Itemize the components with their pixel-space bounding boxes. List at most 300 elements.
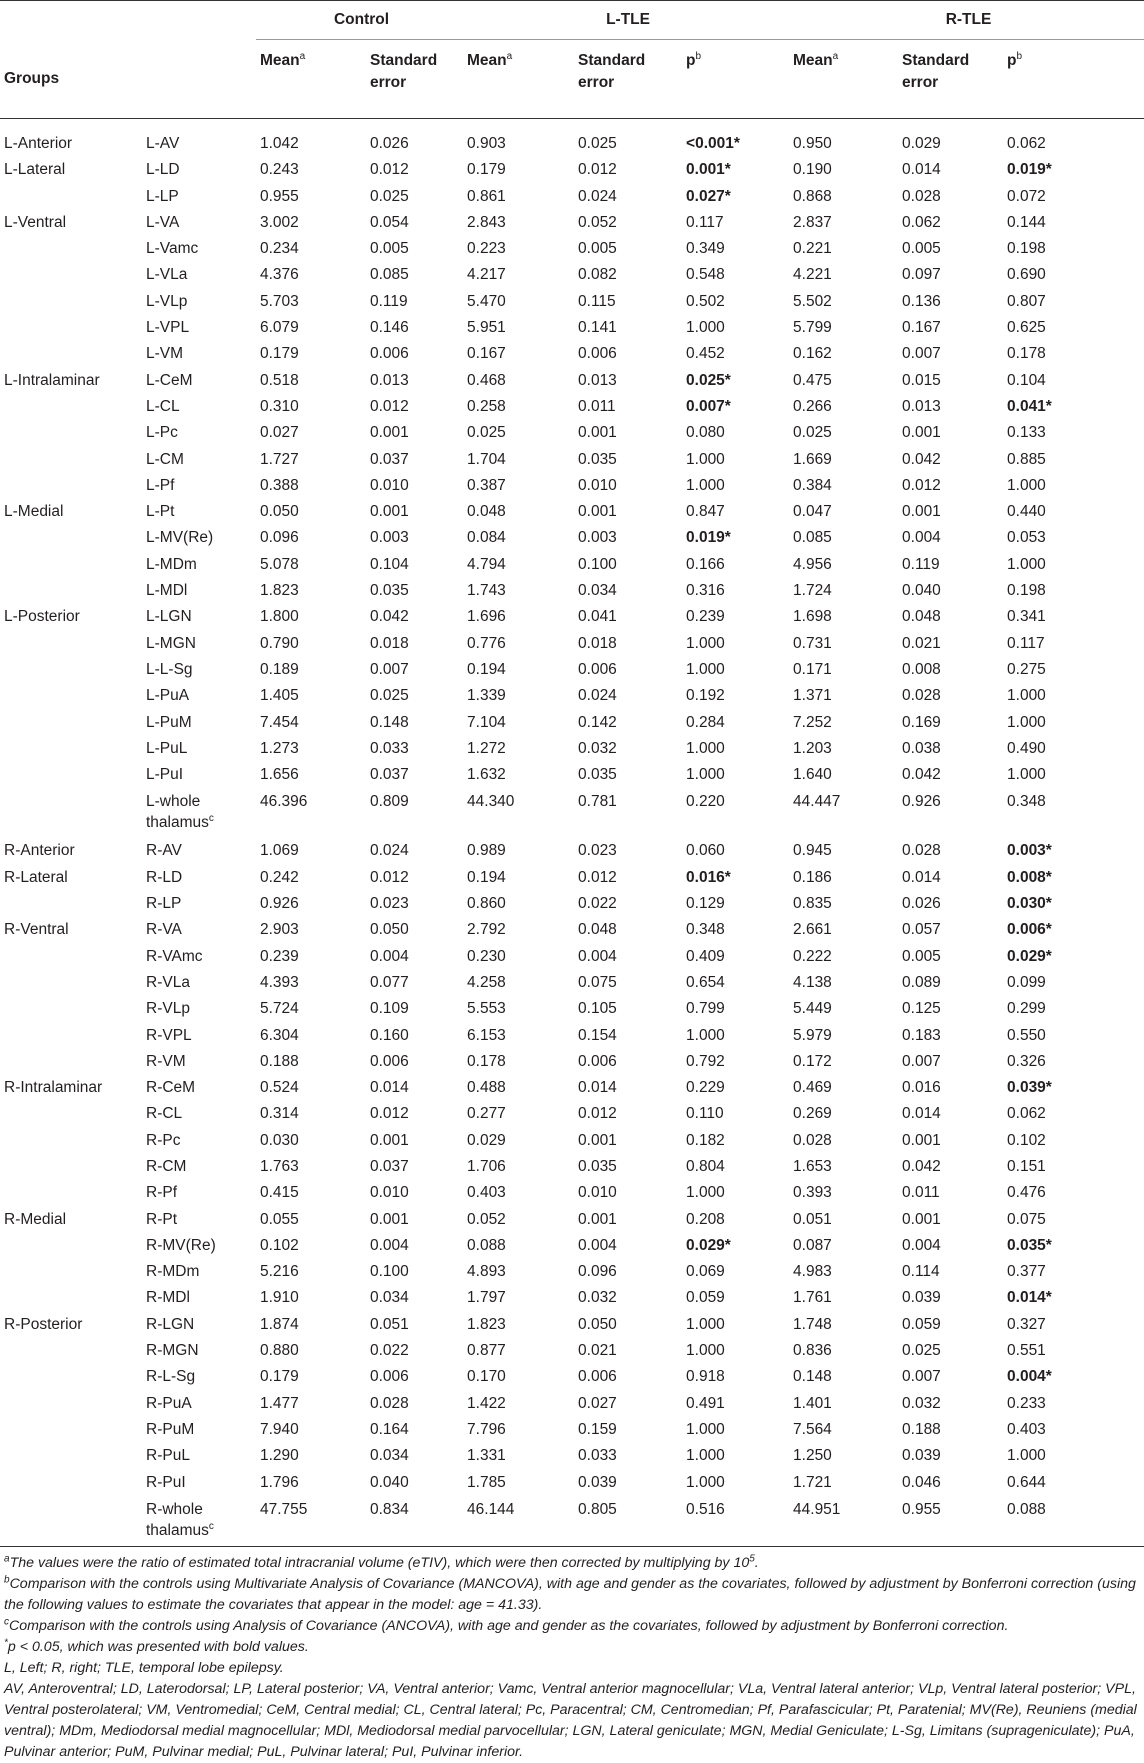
control-mean-cell: 1.273 [260,739,299,757]
table-body [0,119,1144,1547]
ltle-se-cell: 0.115 [578,292,616,310]
rtle-p-cell: 0.004* [1007,1368,1052,1386]
control-mean-cell: 0.189 [260,660,299,678]
rtle-se-cell: 0.125 [902,1000,941,1018]
control-mean-cell: 2.903 [260,921,299,939]
control-se-cell: 0.001 [370,503,409,521]
ltle-mean-cell: 4.794 [467,555,506,573]
group-cell [0,1364,142,1390]
group-cell [0,1233,142,1259]
control-se-cell: 0.003 [370,529,409,547]
rtle-se-cell: 0.014 [902,868,941,886]
table-row [0,262,1144,288]
header-control-mean: Mean$^a$ [256,40,366,119]
rtle-p-cell: 0.476 [1007,1184,1046,1202]
rtle-mean-cell: 0.087 [793,1236,832,1254]
ltle-p-cell: 0.080 [686,424,725,442]
rtle-se-cell: 0.025 [902,1342,941,1360]
subregion-cell: L-LP [146,187,179,205]
ltle-mean-cell: 0.179 [467,161,506,179]
control-mean-cell: 1.727 [260,450,299,468]
control-se-cell: 0.006 [370,1052,409,1070]
rtle-p-cell: 1.000 [1007,1447,1046,1465]
ltle-p-cell: 0.025* [686,371,731,389]
ltle-p-cell: 0.654 [686,973,725,991]
ltle-mean-cell: 0.025 [467,424,506,442]
ltle-mean-cell: 4.217 [467,266,506,284]
subregion-cell: L-PuL [146,739,188,757]
group-cell: R-Medial [4,1210,67,1228]
control-mean-cell: 4.376 [260,266,299,284]
rtle-se-cell: 0.059 [902,1315,941,1333]
ltle-p-cell: 1.000 [686,634,725,652]
ltle-mean-cell: 0.277 [467,1105,506,1123]
ltle-p-cell: 1.000 [686,1026,725,1044]
control-mean-cell: 47.755 [256,1496,366,1547]
rtle-p-cell: 0.133 [1007,424,1046,442]
rtle-se-cell: 0.114 [902,1263,940,1281]
control-se-cell: 0.037 [370,766,409,784]
control-mean-cell: 7.940 [260,1420,299,1438]
control-se-cell: 0.037 [370,1157,409,1175]
ltle-p-cell: <0.001* [686,135,740,152]
control-mean-cell: 0.388 [260,476,299,494]
subregion-cell: R-CM [146,1157,187,1175]
header-rtle-mean: Mean$^a$ [789,40,898,119]
ltle-p-cell: 0.229 [686,1079,725,1097]
rtle-mean-cell: 44.951 [789,1496,898,1547]
rtle-p-cell: 0.625 [1007,319,1046,337]
control-mean-cell: 0.310 [260,397,299,415]
ltle-se-cell: 0.003 [578,529,617,547]
ltle-mean-cell: 0.989 [467,842,506,860]
ltle-mean-cell: 2.792 [467,921,506,939]
ltle-se-cell: 0.012 [578,161,617,179]
rtle-se-cell: 0.926 [902,793,941,811]
control-mean-cell: 1.763 [260,1157,299,1175]
rtle-se-cell: 0.001 [902,1210,941,1228]
control-se-cell: 0.012 [370,1105,409,1123]
rtle-mean-cell: 5.502 [793,292,832,310]
control-mean-cell: 4.393 [260,973,299,991]
group-cell [0,683,142,709]
control-se-cell: 0.012 [370,161,409,179]
header-row-columns [0,40,1144,119]
control-se-cell: 0.012 [370,397,409,415]
table-row [0,996,1144,1022]
ltle-mean-cell: 0.194 [467,868,506,886]
subregion-cell: L-LGN [146,608,192,626]
subregion-cell: R-Pf [146,1184,177,1202]
ltle-p-cell: 0.019* [686,529,731,547]
rtle-se-cell: 0.004 [902,529,941,547]
table-row [0,1312,1144,1338]
subregion-cell: L-LD [146,161,180,179]
header-ltle-mean: Mean$^a$ [463,40,574,119]
table-row [0,236,1144,262]
rtle-mean-cell: 0.162 [793,345,832,363]
control-se-cell: 0.035 [370,582,409,600]
control-se-cell: 0.025 [370,187,409,205]
rtle-mean-cell: 5.449 [793,1000,832,1018]
control-se-cell: 0.004 [370,947,409,965]
footnote-c: $^c$Comparison with the controls using Analysis of Covariance (ANCOVA), with age and gender as the covariates, followed by adjustment by Bonferroni correction. [4,1616,1009,1634]
control-mean-cell: 0.926 [260,895,299,913]
group-cell: R-Ventral [4,921,69,939]
ltle-se-cell: 0.035 [578,766,617,784]
rtle-se-cell: 0.028 [902,842,941,860]
control-mean-cell: 0.102 [260,1236,299,1254]
control-se-cell: 0.042 [370,608,409,626]
ltle-mean-cell: 4.258 [467,973,506,991]
rtle-se-cell: 0.089 [902,973,941,991]
header-ltle-p: $p^b$ [682,40,789,119]
rtle-p-cell: 0.072 [1007,187,1046,205]
control-mean-cell: 0.055 [260,1210,299,1228]
ltle-se-cell: 0.012 [578,1105,617,1123]
rtle-p-cell: 0.104 [1007,371,1046,389]
footnote-a: $^a$The values were the ratio of estimated total intracranial volume (eTIV), which were then corrected by multiplying by $10^5$. [4,1553,759,1571]
control-se-cell: 0.026 [370,135,409,152]
control-mean-cell: 0.179 [260,1368,299,1386]
rtle-mean-cell: 0.221 [793,240,832,258]
rtle-mean-cell: 1.748 [793,1315,832,1333]
control-se-cell: 0.006 [370,1368,409,1386]
ltle-p-cell: 0.059 [686,1289,725,1307]
control-se-cell: 0.119 [370,292,408,310]
rtle-p-cell: 0.326 [1007,1052,1046,1070]
ltle-mean-cell: 1.823 [467,1315,506,1333]
control-mean-cell: 1.656 [260,766,299,784]
group-cell: L-Ventral [4,213,67,231]
rtle-se-cell: 0.183 [902,1026,941,1044]
ltle-se-cell: 0.048 [578,921,617,939]
control-mean-cell: 0.050 [260,503,299,521]
rtle-se-cell: 0.167 [902,319,941,337]
ltle-se-cell: 0.142 [578,713,617,731]
rtle-se-cell: 0.005 [902,240,941,258]
group-cell [0,1128,142,1154]
control-mean-cell: 0.790 [260,634,299,652]
rtle-p-cell: 0.233 [1007,1394,1046,1412]
subregion-cell: R-Pt [146,1210,177,1228]
header-row-groups [0,1,1144,40]
rtle-p-cell: 0.198 [1007,240,1046,258]
table-row [0,447,1144,473]
subregion-cell: R-PuM [146,1420,195,1438]
control-se-cell: 0.023 [370,895,409,913]
subregion-cell: R-MV(Re) [146,1236,216,1254]
rtle-mean-cell: 0.171 [793,660,832,678]
rtle-se-cell: 0.026 [902,895,941,913]
ltle-mean-cell: 0.877 [467,1342,506,1360]
ltle-mean-cell: 0.088 [467,1236,506,1254]
table-row [0,368,1144,394]
ltle-mean-cell: 5.553 [467,1000,506,1018]
ltle-mean-cell: 1.785 [467,1473,506,1491]
rtle-se-cell: 0.042 [902,766,941,784]
group-cell [0,970,142,996]
table-row [0,289,1144,315]
ltle-mean-cell: 0.488 [467,1079,506,1097]
rtle-p-cell: 0.490 [1007,739,1046,757]
rtle-p-cell: 1.000 [1007,555,1046,573]
rtle-mean-cell: 1.640 [793,766,832,784]
group-cell [0,1259,142,1285]
rtle-p-cell: 0.006* [1007,921,1052,939]
ltle-mean-cell: 7.796 [467,1420,506,1438]
rtle-se-cell: 0.188 [902,1420,941,1438]
group-cell [0,1049,142,1075]
footnote-abbr-sides: L, Left; R, right; TLE, temporal lobe epilepsy. [4,1660,284,1676]
ltle-mean-cell: 0.170 [467,1368,506,1386]
rtle-p-cell: 0.030* [1007,895,1052,913]
control-se-cell: 0.005 [370,240,409,258]
rtle-p-cell: 0.075 [1007,1210,1046,1228]
rtle-p-cell: 0.807 [1007,292,1046,310]
ltle-p-cell: 1.000 [686,1184,725,1202]
ltle-p-cell: 0.129 [686,895,725,913]
ltle-se-cell: 0.006 [578,345,617,363]
ltle-se-cell: 0.006 [578,1368,617,1386]
rtle-se-cell: 0.013 [902,397,941,415]
subregion-cell: L-MDm [146,555,197,573]
ltle-mean-cell: 1.339 [467,687,506,705]
group-cell [0,1180,142,1206]
rtle-se-cell: 0.048 [902,608,941,626]
ltle-p-cell: 0.001* [686,161,731,179]
ltle-p-cell: 0.069 [686,1263,725,1281]
rtle-mean-cell: 0.186 [793,868,832,886]
control-se-cell: 0.010 [370,476,409,494]
ltle-mean-cell: 0.776 [467,634,506,652]
control-mean-cell: 0.415 [260,1184,299,1202]
ltle-se-cell: 0.041 [578,608,617,626]
rtle-p-cell: 0.151 [1007,1157,1046,1175]
table-row [0,891,1144,917]
ltle-se-cell: 0.100 [578,555,617,573]
ltle-se-cell: 0.018 [578,634,617,652]
subregion-cell: L-CL [146,397,180,415]
group-cell [0,552,142,578]
control-mean-cell: 0.239 [260,947,299,965]
group-cell [0,262,142,288]
table-row [0,788,1144,838]
ltle-mean-cell: 1.797 [467,1289,506,1307]
ltle-mean-cell: 1.704 [467,450,506,468]
ltle-se-cell: 0.024 [578,187,617,205]
rtle-mean-cell: 7.252 [793,713,832,731]
control-mean-cell: 1.910 [260,1289,299,1307]
subregion-cell: L-Vamc [146,240,199,258]
rtle-se-cell: 0.012 [902,476,941,494]
header-rtle-p: $p^b$ [1003,40,1144,119]
control-se-cell: 0.013 [370,371,409,389]
table-row [0,838,1144,864]
control-se-cell: 0.001 [370,1210,409,1228]
subregion-cell: R-LP [146,895,182,913]
ltle-se-cell: 0.025 [578,135,617,152]
rtle-se-cell: 0.955 [898,1496,1003,1547]
rtle-p-cell: 1.000 [1007,687,1046,705]
table-row [0,420,1144,446]
ltle-p-cell: 1.000 [686,766,725,784]
control-mean-cell: 1.477 [260,1394,299,1412]
ltle-mean-cell: 1.632 [467,766,506,784]
subregion-cell: R-VAmc [146,947,203,965]
rtle-mean-cell: 0.475 [793,371,832,389]
footnote-star: *p < 0.05, which was presented with bold values. [4,1637,309,1655]
table-row [0,578,1144,604]
control-se-cell: 0.033 [370,739,409,757]
ltle-se-cell: 0.001 [578,1210,617,1228]
ltle-p-cell: 0.182 [686,1131,725,1149]
ltle-mean-cell: 6.153 [467,1026,506,1044]
ltle-p-cell: 1.000 [686,476,725,494]
table-row [0,970,1144,996]
ltle-se-cell: 0.105 [578,1000,617,1018]
rtle-p-cell: 0.341 [1007,608,1046,626]
control-se-cell: 0.100 [370,1263,409,1281]
ltle-mean-cell: 0.403 [467,1184,506,1202]
group-cell [0,184,142,210]
control-mean-cell: 0.096 [260,529,299,547]
ltle-p-cell: 0.016* [686,868,731,886]
rtle-p-cell: 0.014* [1007,1289,1052,1307]
rtle-se-cell: 0.001 [902,1131,941,1149]
rtle-p-cell: 0.178 [1007,345,1046,363]
ltle-se-cell: 0.035 [578,450,617,468]
control-se-cell: 0.004 [370,1236,409,1254]
ltle-p-cell: 0.792 [686,1052,725,1070]
rtle-p-cell: 0.019* [1007,161,1052,179]
rtle-mean-cell: 5.979 [793,1026,832,1044]
rtle-mean-cell: 0.868 [793,187,832,205]
ltle-se-cell: 0.033 [578,1447,617,1465]
subregion-cell: R-CL [146,1105,183,1123]
subregion-cell: R-LGN [146,1315,195,1333]
rtle-se-cell: 0.004 [902,1236,941,1254]
group-cell [0,394,142,420]
rtle-se-cell: 0.021 [902,634,941,652]
subregion-cell: R-CeM [146,1079,196,1097]
table-row [0,1049,1144,1075]
group-cell: L-Intralaminar [4,371,100,389]
subregion-cell: R-Pc [146,1131,181,1149]
control-se-cell: 0.034 [370,1289,409,1307]
rtle-mean-cell: 0.047 [793,503,832,521]
table-row [0,552,1144,578]
rtle-mean-cell: 4.956 [793,555,832,573]
ltle-mean-cell: 1.272 [467,739,506,757]
control-mean-cell: 0.524 [260,1079,299,1097]
subregion-cell: R-VA [146,921,182,939]
ltle-se-cell: 0.805 [574,1496,682,1547]
ltle-se-cell: 0.006 [578,660,617,678]
rtle-se-cell: 0.032 [902,1394,941,1412]
ltle-p-cell: 0.516 [682,1496,789,1547]
header-ltle: L-TLE [463,1,789,40]
rtle-se-cell: 0.014 [902,1105,941,1123]
table-row [0,499,1144,525]
rtle-mean-cell: 0.731 [793,634,832,652]
rtle-p-cell: 0.039* [1007,1079,1052,1097]
rtle-se-cell: 0.038 [902,739,941,757]
ltle-se-cell: 0.027 [578,1394,617,1412]
rtle-se-cell: 0.039 [902,1447,941,1465]
subregion-cell: R-PuL [146,1447,190,1465]
rtle-mean-cell: 7.564 [793,1420,832,1438]
table-row [0,1180,1144,1206]
rtle-p-cell: 0.275 [1007,660,1046,678]
table-row [0,315,1144,341]
control-se-cell: 0.085 [370,266,409,284]
control-mean-cell: 1.069 [260,842,299,860]
table-row [0,865,1144,891]
ltle-p-cell: 0.239 [686,608,725,626]
control-mean-cell: 1.823 [260,582,299,600]
subregion-cell: R-MDl [146,1289,190,1307]
rtle-mean-cell: 0.190 [793,161,832,179]
rtle-p-cell: 0.885 [1007,450,1046,468]
control-mean-cell: 1.874 [260,1315,299,1333]
control-se-cell: 0.160 [370,1026,409,1044]
rtle-se-cell: 0.011 [902,1184,940,1202]
table-row [0,1417,1144,1443]
ltle-mean-cell: 1.422 [467,1394,506,1412]
table-row [0,762,1144,788]
group-cell: R-Intralaminar [4,1079,103,1097]
ltle-se-cell: 0.012 [578,868,617,886]
ltle-p-cell: 1.000 [686,660,725,678]
ltle-se-cell: 0.021 [578,1342,617,1360]
ltle-se-cell: 0.034 [578,582,617,600]
ltle-se-cell: 0.023 [578,842,617,860]
subregion-cell: R-AV [146,842,182,860]
table-row [0,1075,1144,1101]
subregion-cell: L-MV(Re) [146,529,214,547]
ltle-se-cell: 0.082 [578,266,617,284]
ltle-mean-cell: 1.743 [467,582,506,600]
group-cell [0,788,142,838]
ltle-mean-cell: 0.223 [467,240,506,258]
control-se-cell: 0.014 [370,1079,409,1097]
header-rtle: R-TLE [789,1,1144,40]
control-se-cell: 0.104 [370,555,409,573]
group-cell: L-Medial [4,503,64,521]
ltle-p-cell: 0.316 [686,582,725,600]
subregion-cell: R-VPL [146,1026,192,1044]
rtle-se-cell: 0.028 [902,687,941,705]
ltle-p-cell: 0.348 [686,921,725,939]
table-row [0,1496,1144,1547]
control-mean-cell: 0.179 [260,345,299,363]
ltle-mean-cell: 0.258 [467,397,506,415]
group-cell [0,657,142,683]
control-mean-cell: 0.880 [260,1342,299,1360]
ltle-se-cell: 0.039 [578,1473,617,1491]
header-control-se: Standard error [366,40,463,119]
subregion-cell: R-VLa [146,973,190,991]
ltle-mean-cell: 1.696 [467,608,506,626]
ltle-se-cell: 0.781 [578,793,617,811]
ltle-p-cell: 1.000 [686,1473,725,1491]
group-cell [0,1023,142,1049]
ltle-se-cell: 0.075 [578,973,617,991]
control-mean-cell: 5.216 [260,1263,299,1281]
table-row [0,394,1144,420]
rtle-p-cell: 0.053 [1007,529,1046,547]
